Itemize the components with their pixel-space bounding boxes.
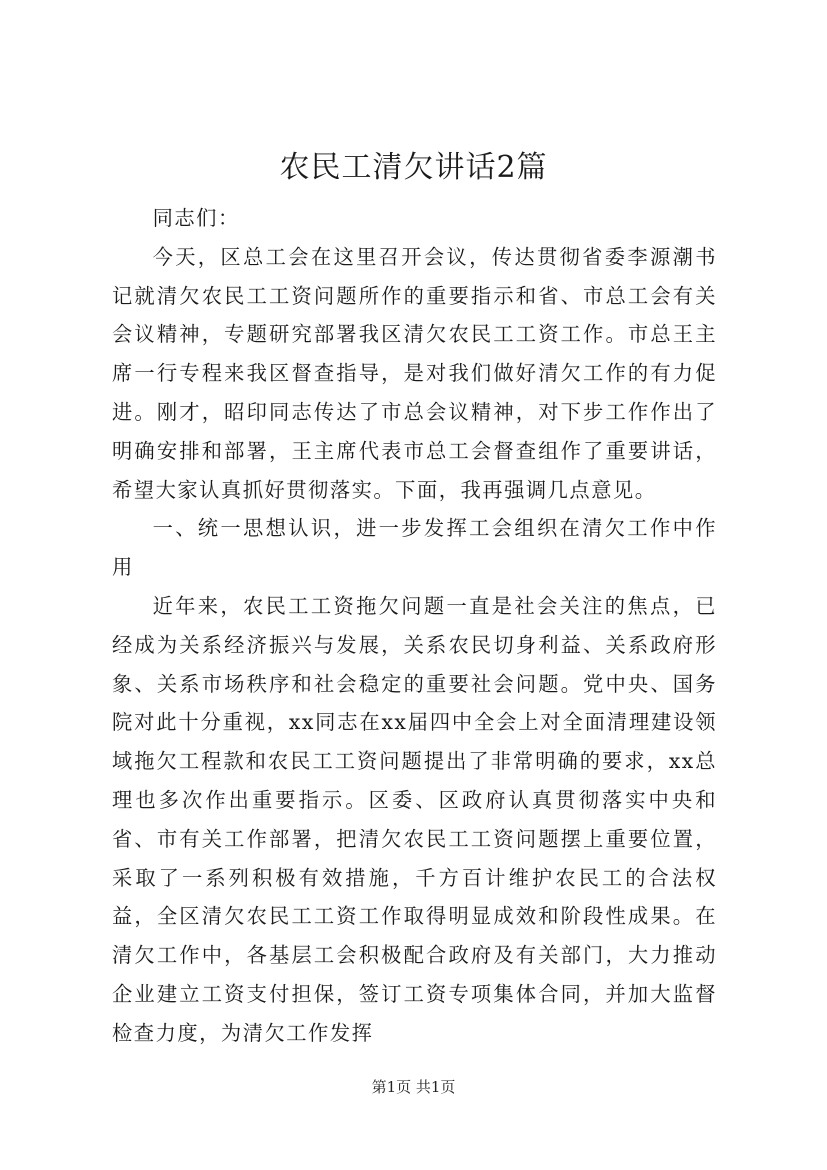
document-body xyxy=(112,199,717,1053)
section-heading-paragraph: 一、统一思想认识，进一步发挥工会组织在清欠工作中作用 xyxy=(112,516,717,580)
intro-paragraph: 今天，区总工会在这里召开会议，传达贯彻省委李源潮书记就清欠农民工工资问题所作的重要指示和省、市总工会有关会议精神，专题研究部署我区清欠农民工工资工作。市总王主席一行专程来我区督查指导，是对我们做好清欠工作的有力促进。刚才，昭印同志传达了市总会议精神，对下步工作作出了明确安排和部署，王主席代表市总工会督查组作了重要讲话，希望大家认真抓好贯彻落实。下面，我再强调几点意见。 xyxy=(112,244,717,502)
page-footer: 第1页 共1页 xyxy=(371,1078,456,1096)
salutation-paragraph: 同志们： xyxy=(152,206,240,230)
document-title: 农民工清欠讲话2篇 xyxy=(279,150,548,185)
body-paragraph: 近年来，农民工工资拖欠问题一直是社会关注的焦点，已经成为关系经济振兴与发展，关系农民切身利益、关系政府形象、关系市场秩序和社会稳定的重要社会问题。党中央、国务院对此十分重视，xx同志在xx届四中全会上对全面清理建设领域拖欠工程款和农民工工资问题提出了非常明确的要求，xx总理也多次作出重要指示。区委、区政府认真贯彻落实中央和省、市有关工作部署，把清欠农民工工资问题摆上重要位置，采取了一系列积极有效措施，千方百计维护农民工的合法权益，全区清欠农民工工资工作取得明显成效和阶段性成果。在清欠工作中，各基层工会积极配合政府及有关部门，大力推动企业建立工资支付担保，签订工资专项集体合同，并加大监督检查力度，为清欠工作发挥 xyxy=(112,593,717,1045)
